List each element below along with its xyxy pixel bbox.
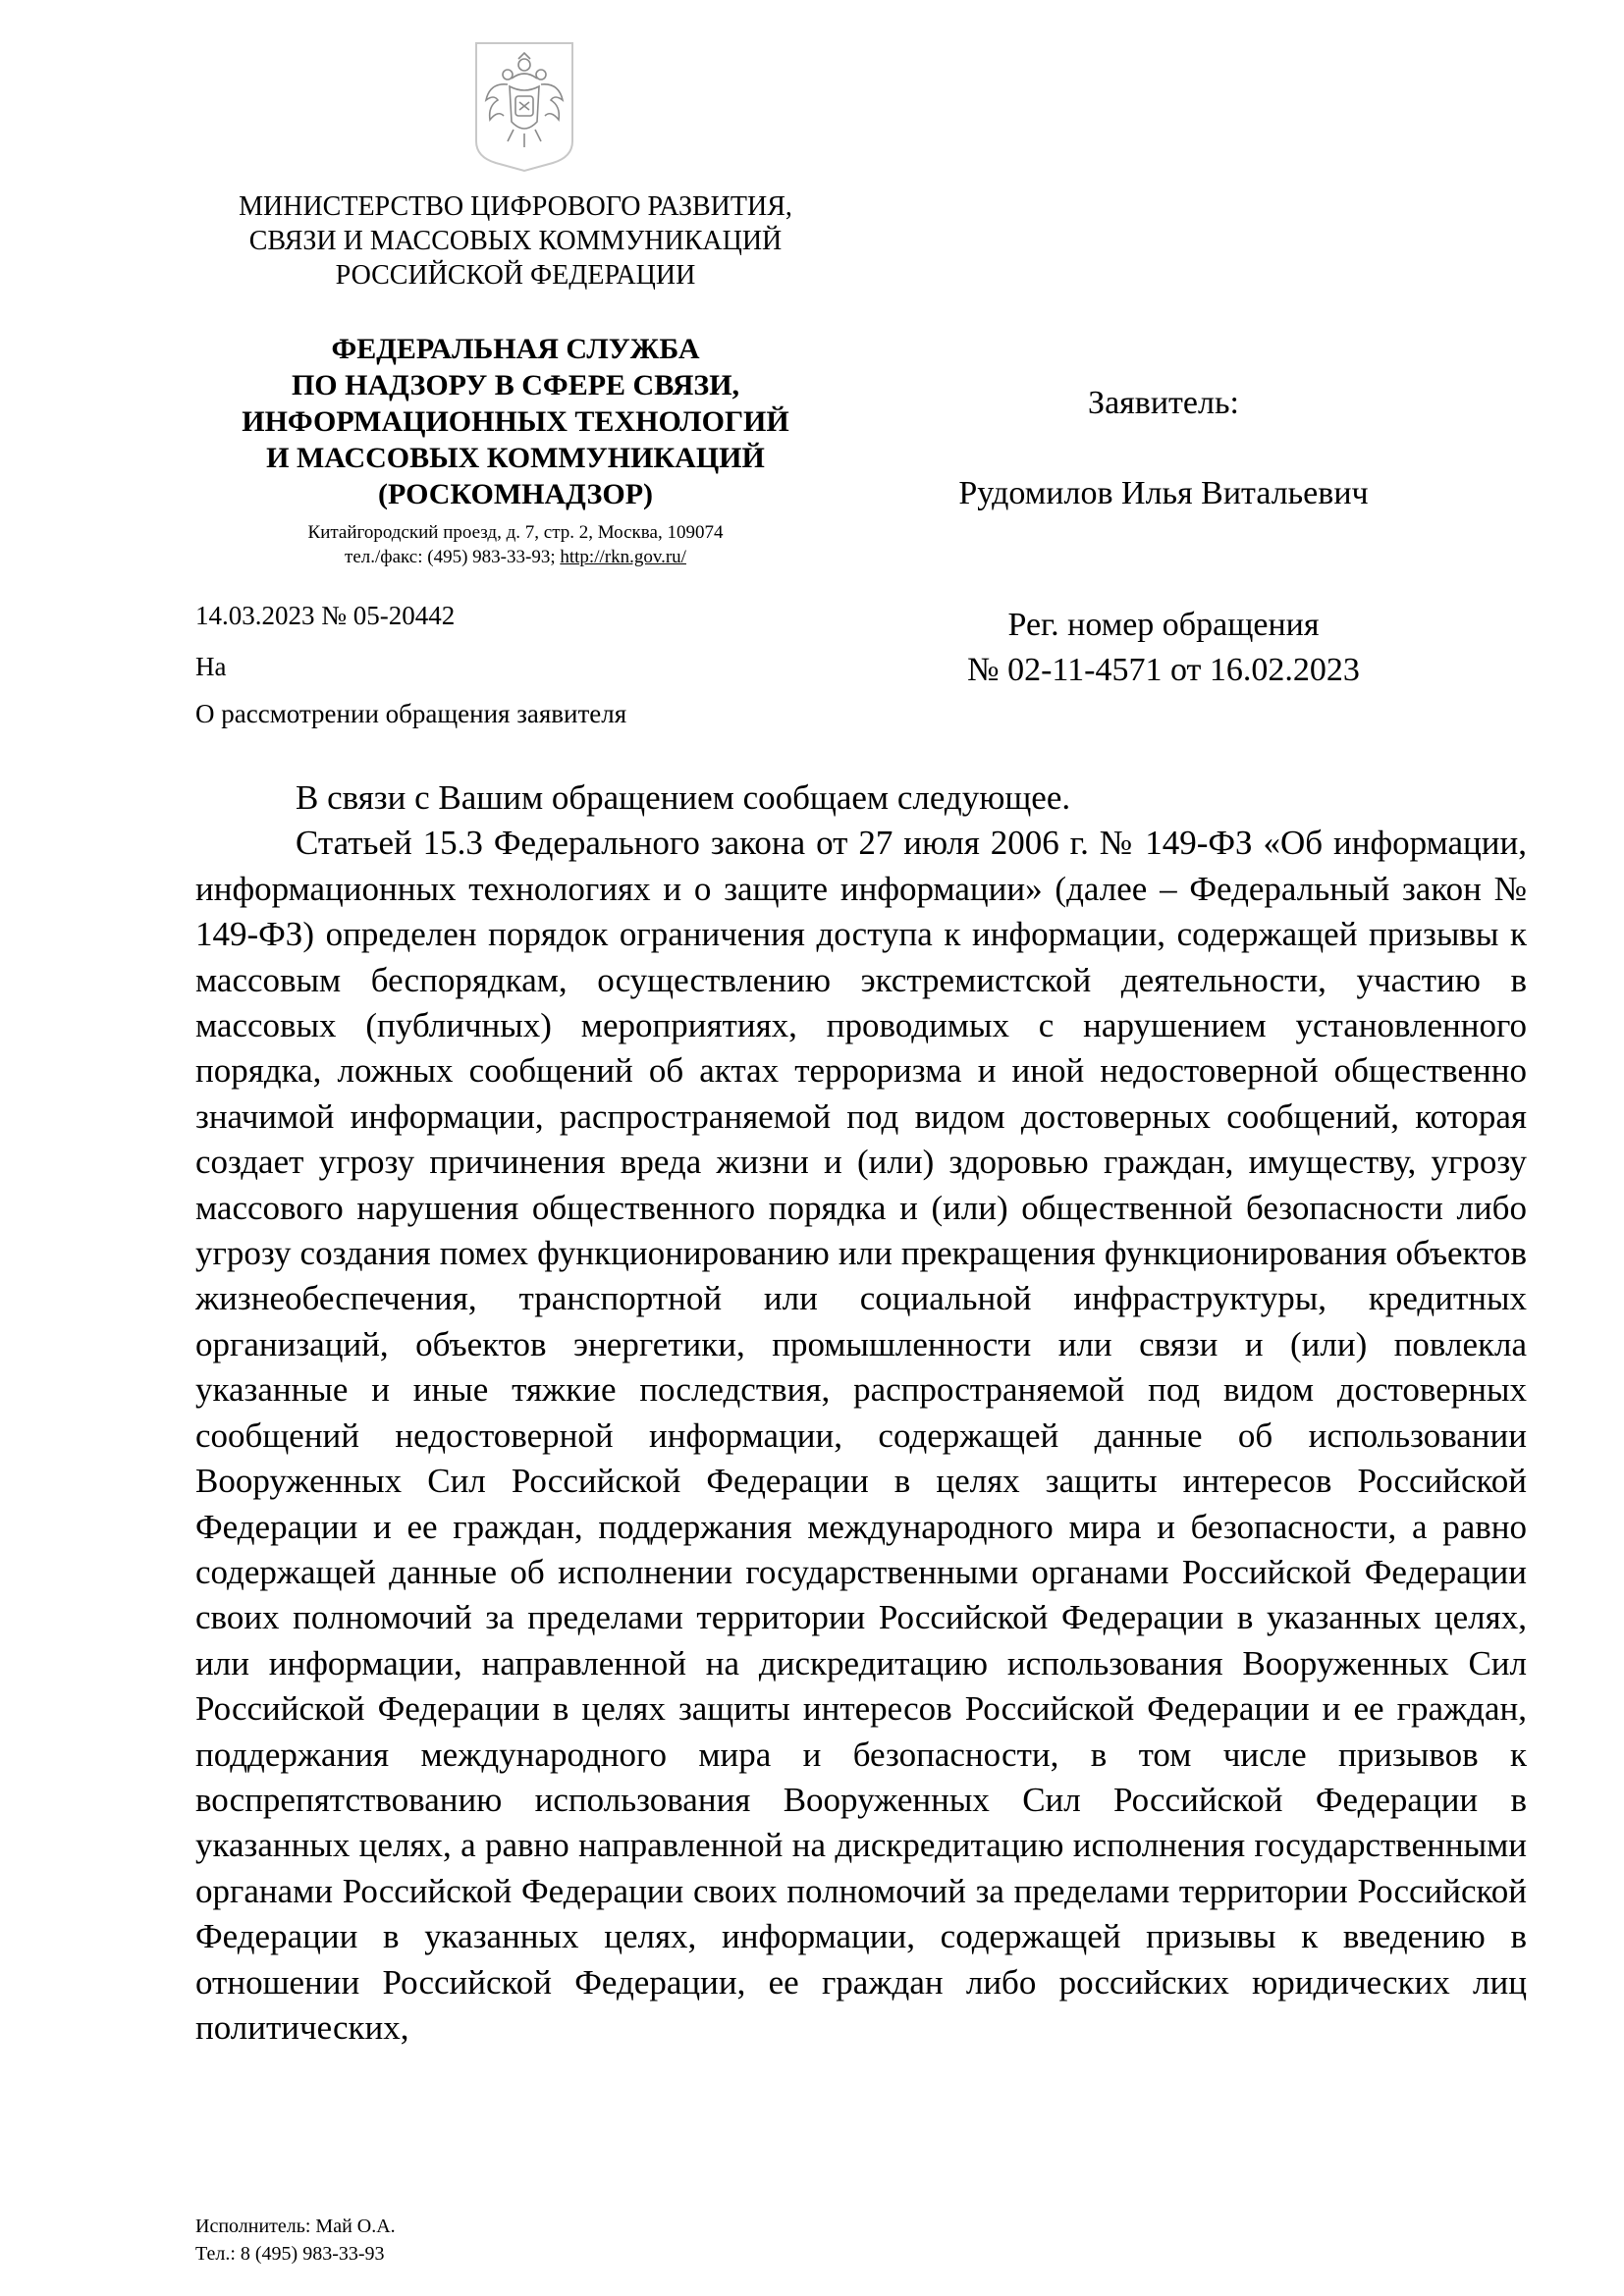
agency-address: Китайгородский проезд, д. 7, стр. 2, Москва, 109074 [307,522,724,543]
agency-website-link[interactable]: http://rkn.gov.ru/ [560,547,686,567]
executor-info [195,2213,396,2268]
agency-line: (РОСКОМНАДЗОР) [377,478,654,510]
agency-line: И МАССОВЫХ КОММУНИКАЦИЙ [266,442,765,474]
agency-phone-line [157,545,874,569]
agency-phone: тел./факс: (495) 983-33-93; [345,547,561,567]
ministry-line: РОССИЙСКОЙ ФЕДЕРАЦИИ [335,260,696,291]
coat-of-arms-icon [468,39,580,175]
executor-name: Исполнитель: Май О.А. [195,2216,396,2237]
request-reg-number: № 02-11-4571 от 16.02.2023 [967,652,1360,688]
request-reg-label: Рег. номер обращения [1007,607,1320,643]
body-paragraph: Статьей 15.3 Федерального закона от 27 июля 2006 г. № 149-ФЗ «Об информации, информационных технологиях и о защите информации» (далее – Федеральный закон № 149-ФЗ) определен порядок ограничения доступа к информации, содержащей призывы к массовым беспорядкам, осуществлению экстремистской деятельности, участию в массовых (публичных) мероприятиях, проводимых с нарушением установленного порядка, ложных сообщений об актах терроризма и иной недостоверной общественно значимой информации, распространяемой под видом достоверных сообщений, которая создает угрозу причинения вреда жизни и (или) здоровью граждан, имуществу, угрозу массового нарушения общественного порядка и (или) общественной безопасности либо угрозу создания помех функционированию или прекращения функционирования объектов жизнеобеспечения, транспортной или социальной инфраструктуры, кредитных организаций, объектов энергетики, промышленности или связи и (или) повлекла указанные и иные тяжкие последствия, распространяемой под видом достоверных сообщений недостоверной информации, содержащей данные об использовании Вооруженных Сил Российской Федерации в целях защиты интересов Российской Федерации и ее граждан, поддержания международного мира и безопасности, а равно содержащей данные об исполнении государственными органами Российской Федерации своих полномочий за пределами территории Российской Федерации в указанных целях, или информации, направленной на дискредитацию использования Вооруженных Сил Российской Федерации в целях защиты интересов Российской Федерации и ее граждан, поддержания международного мира и безопасности, в том числе призывов к воспрепятствованию использования Вооруженных Сил Российской Федерации в указанных целях, а равно направленной на дискредитацию исполнения государственными органами Российской Федерации своих полномочий за пределами территории Российской Федерации в указанных целях, информации, содержащей призывы к введению в отношении Российской Федерации, ее граждан либо российских юридических лиц политических, [195,824,1527,2047]
letter-subject: О рассмотрении обращения заявителя [195,699,627,728]
ministry-name [157,189,874,293]
agency-line: ПО НАДЗОРУ В СФЕРЕ СВЯЗИ, [291,369,740,401]
agency-contact [157,520,874,569]
executor-phone: Тел.: 8 (495) 983-33-93 [195,2243,385,2265]
agency-line: ФЕДЕРАЛЬНАЯ СЛУЖБА [331,333,700,365]
letter-body [195,775,1527,2051]
outgoing-date-number: 14.03.2023 № 05-20442 [195,601,456,630]
ministry-line: МИНИСТЕРСТВО ЦИФРОВОГО РАЗВИТИЯ, [239,191,792,222]
recipient-label: Заявитель: [1088,385,1239,421]
in-reply-to-label: На [195,652,227,681]
body-paragraph: В связи с Вашим обращением сообщаем следующее. [296,778,1071,817]
ministry-line: СВЯЗИ И МАССОВЫХ КОММУНИКАЦИЙ [248,226,783,256]
recipient-name: Рудомилов Илья Витальевич [958,475,1369,511]
agency-name [157,331,874,512]
agency-line: ИНФОРМАЦИОННЫХ ТЕХНОЛОГИЙ [242,405,789,438]
